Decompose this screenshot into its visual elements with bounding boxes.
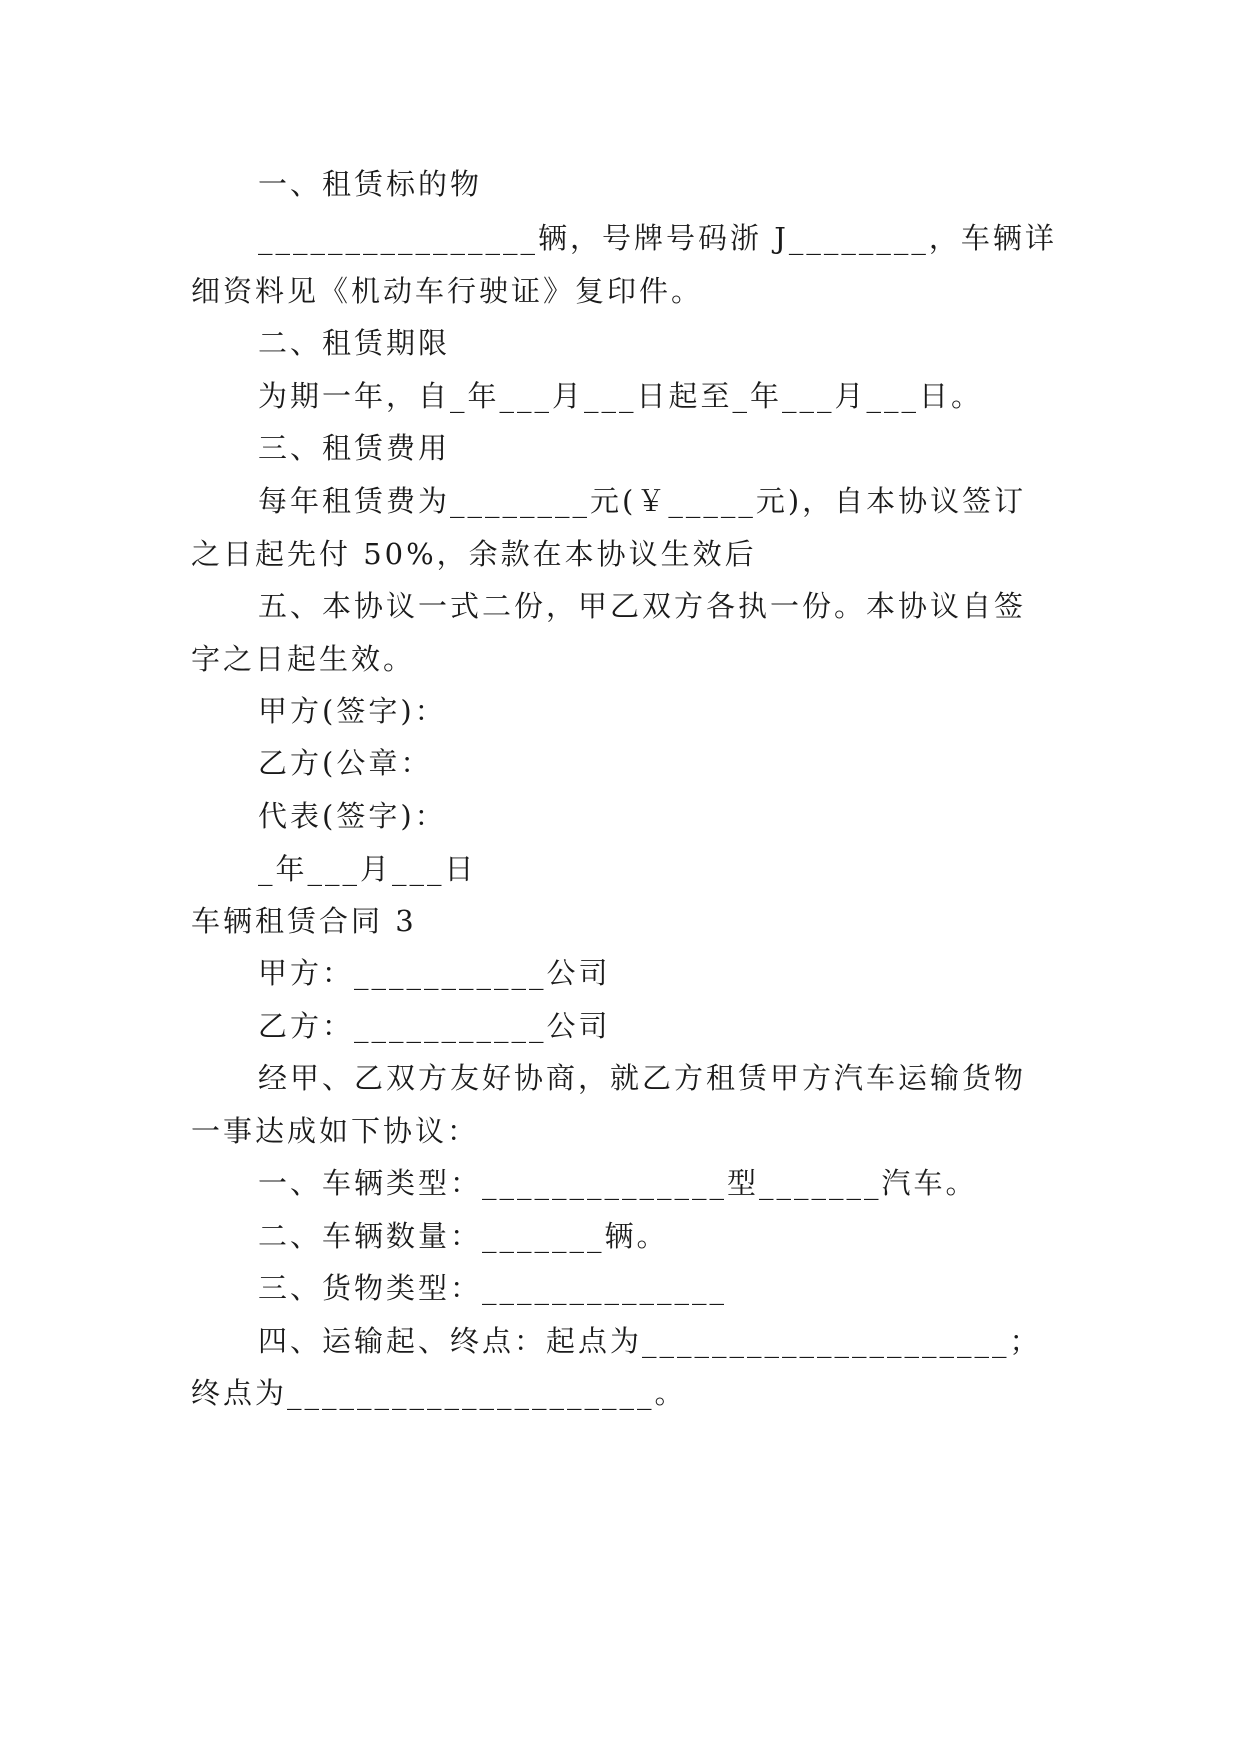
paragraph-line: 终点为_____________________。	[191, 1376, 687, 1410]
party-b-line: 乙方：___________公司	[258, 1009, 611, 1043]
signature-line-representative: 代表(签字)：	[258, 799, 447, 833]
party-a-line: 甲方：___________公司	[258, 956, 611, 990]
paragraph-line: ________________辆，号牌号码浙 J________，车辆详	[258, 221, 1057, 255]
signature-line-party-b: 乙方(公章：	[258, 746, 433, 780]
date-line: _年___月___日	[258, 852, 477, 886]
section-heading-lease-term: 二、租赁期限	[258, 326, 451, 360]
paragraph-line: 经甲、乙双方友好协商，就乙方租赁甲方汽车运输货物	[258, 1061, 1027, 1095]
section-heading-lease-fee: 三、租赁费用	[258, 431, 451, 465]
paragraph-line: 细资料见《机动车行驶证》复印件。	[191, 274, 704, 308]
clause-vehicle-count: 二、车辆数量：_______辆。	[258, 1219, 669, 1253]
section-heading-lease-object: 一、租赁标的物	[258, 167, 483, 201]
signature-line-party-a: 甲方(签字)：	[258, 694, 447, 728]
document-title: 车辆租赁合同 3	[191, 904, 417, 938]
clause-vehicle-type: 一、车辆类型：______________型_______汽车。	[258, 1166, 978, 1200]
clause-cargo-type: 三、货物类型：______________	[258, 1271, 728, 1305]
paragraph-line: 五、本协议一式二份，甲乙双方各执一份。本协议自签	[258, 589, 1027, 623]
paragraph-line: 之日起先付 50%，余款在本协议生效后	[191, 537, 757, 571]
paragraph-line: 每年租赁费为________元(￥_____元)，自本协议签订	[258, 484, 1027, 518]
paragraph-line: 为期一年，自_年___月___日起至_年___月___日。	[258, 379, 984, 413]
clause-route: 四、运输起、终点：起点为_____________________；	[258, 1324, 1042, 1358]
paragraph-line: 一事达成如下协议：	[191, 1114, 480, 1148]
paragraph-line: 字之日起生效。	[191, 642, 416, 676]
